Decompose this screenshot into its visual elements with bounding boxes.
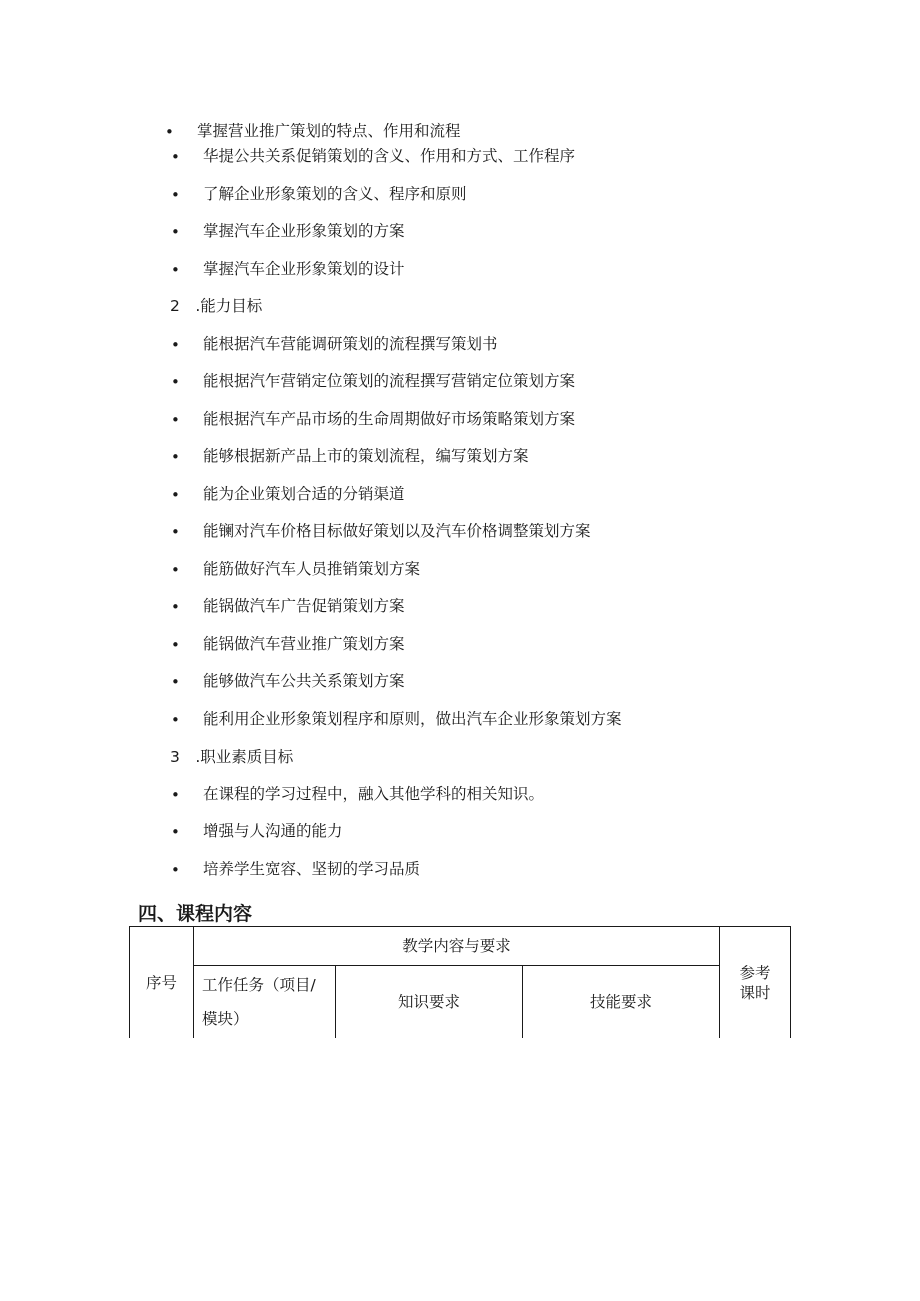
quality-heading: 3 .职业素质目标 [170, 748, 294, 766]
bullet-icon: • [171, 561, 180, 579]
knowledge-item-3: 了解企业形象策划的含义、程序和原则 [203, 185, 467, 203]
bullet-icon: • [171, 861, 180, 879]
table-header-hours [720, 927, 791, 1039]
quality-item-1: 在课程的学习过程中，融入其他学科的相关知识。 [203, 785, 545, 803]
table-header-task-line2: 模块） [202, 1010, 249, 1028]
bullet-icon: • [171, 636, 180, 654]
knowledge-item-5: 掌握汽车企业形象策划的设计 [203, 260, 405, 278]
table-header-skill-label: 技能要求 [590, 993, 653, 1011]
bullet-icon: • [171, 823, 180, 841]
ability-item-8: 能锅做汽车广告促销策划方案 [203, 597, 405, 615]
ability-item-7: 能筋做好汽车人员推销策划方案 [203, 560, 421, 578]
bullet-icon: • [165, 123, 174, 141]
bullet-icon: • [171, 786, 180, 804]
quality-item-3: 培养学生宽容、坚韧的学习品质 [203, 860, 421, 878]
quality-item-2: 增强与人沟通的能力 [203, 822, 343, 840]
ability-item-6: 能镧对汽车价格目标做好策划以及汽车价格调整策划方案 [203, 522, 591, 540]
knowledge-item-4: 掌握汽车企业形象策划的方案 [203, 222, 405, 240]
bullet-icon: • [171, 336, 180, 354]
ability-item-11: 能利用企业形象策划程序和原则，做出汽车企业形象策划方案 [203, 710, 622, 728]
bullet-icon: • [171, 486, 180, 504]
table-header-seq-label: 序号 [145, 973, 177, 992]
bullet-icon: • [171, 523, 180, 541]
ability-item-10: 能够做汽车公共关系策划方案 [203, 672, 405, 690]
knowledge-item-2: 华提公共关系促销策划的含义、作用和方式、工作程序 [203, 147, 576, 165]
table-header-knowledge [336, 966, 523, 1039]
bullet-icon: • [171, 598, 180, 616]
ability-item-3: 能根据汽车产品市场的生命周期做好市场策略策划方案 [203, 410, 576, 428]
table-header-hours-line2: 课时 [739, 983, 771, 1002]
table-header-content-label: 教学内容与要求 [402, 937, 511, 955]
table-header-hours-line1: 参考 [739, 963, 771, 982]
bullet-icon: • [171, 711, 180, 729]
table-header-task-line1: 工作任务（项目/ [202, 976, 316, 994]
table-header-seq [130, 927, 194, 1039]
table-header-skill [523, 966, 720, 1039]
ability-item-5: 能为企业策划合适的分销渠道 [203, 485, 405, 503]
table-header-task [194, 966, 336, 1039]
bullet-icon: • [171, 261, 180, 279]
bullet-icon: • [171, 186, 180, 204]
table-header-knowledge-label: 知识要求 [397, 993, 460, 1011]
section-title: 四、课程内容 [138, 903, 253, 925]
ability-item-1: 能根据汽车营能调研策划的流程撰写策划书 [203, 335, 498, 353]
ability-item-9: 能锅做汽车营业推广策划方案 [203, 635, 405, 653]
bullet-icon: • [171, 148, 180, 166]
bullet-icon: • [171, 673, 180, 691]
ability-item-2: 能根据汽乍营销定位策划的流程撰写营销定位策划方案 [203, 372, 576, 390]
ability-item-4: 能够根据新产品上市的策划流程，编写策划方案 [203, 447, 529, 465]
bullet-icon: • [171, 373, 180, 391]
ability-heading: 2 .能力目标 [170, 297, 263, 315]
bullet-icon: • [171, 411, 180, 429]
knowledge-item-1: 掌握营业推广策划的特点、作用和流程 [197, 122, 461, 140]
bullet-icon: • [171, 223, 180, 241]
bullet-icon: • [171, 448, 180, 466]
course-content-table [129, 926, 791, 1038]
table-header-content [194, 927, 720, 966]
